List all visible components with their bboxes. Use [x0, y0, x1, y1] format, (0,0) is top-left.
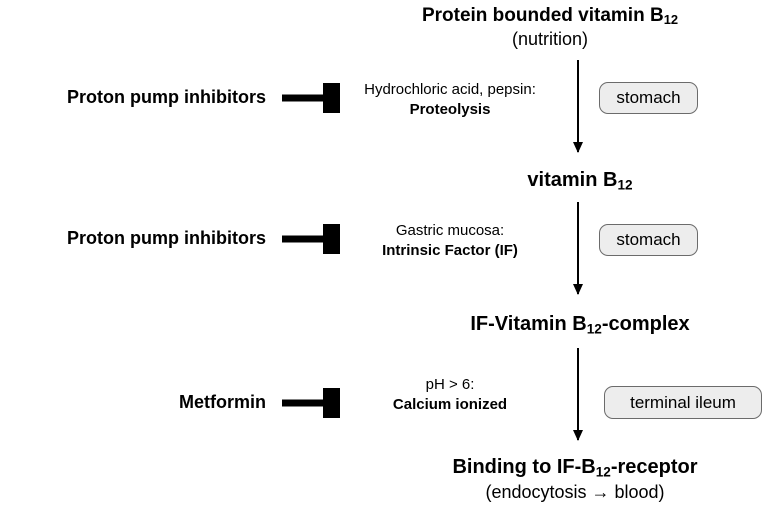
inhibitor-ppi-2-stem — [282, 236, 327, 243]
step-calcium-line1: pH > 6: — [425, 376, 475, 393]
inhibitor-ppi-1-label: Proton pump inhibitors — [67, 87, 266, 107]
compartment-terminal-ileum: terminal ileum — [604, 386, 762, 419]
node-vitamin-b12 — [430, 168, 730, 194]
arrow-proteolysis — [577, 60, 579, 152]
node-binding-if-b12-receptor-label: Binding to $IF-B_{12}$-receptor — [452, 456, 698, 480]
inhibitor-metformin-label: Metformin — [179, 392, 266, 412]
step-proteolysis-line2: Proteolysis — [409, 100, 491, 118]
inhibitor-ppi-1-bar — [323, 83, 340, 113]
compartment-stomach-2: stomach — [599, 224, 698, 256]
inhibitor-metformin-connector — [282, 388, 340, 418]
inhibitor-ppi-1-stem — [282, 95, 327, 102]
node-binding-if-b12-receptor — [380, 455, 768, 504]
arrow-intrinsic-factor — [577, 202, 579, 294]
inhibitor-ppi-2-connector — [282, 224, 340, 254]
inhibitor-ppi-1-connector — [282, 83, 340, 113]
arrow-calcium — [577, 348, 579, 440]
node-if-vitamin-b12-complex — [400, 312, 760, 338]
node-binding-if-b12-receptor-sublabel: (endocytosis → blood) — [485, 482, 665, 503]
node-protein-bound-b12-label: Protein bounded vitamin $B_{12}$ — [421, 5, 679, 28]
step-proteolysis — [345, 80, 555, 119]
node-protein-bound-b12 — [360, 4, 740, 51]
inhibitor-ppi-2-bar — [323, 224, 340, 254]
step-calcium — [345, 375, 555, 414]
inhibitor-metformin-stem — [282, 400, 327, 407]
step-intrinsic-factor — [345, 221, 555, 260]
step-proteolysis-line1: Hydrochloric acid, pepsin: — [364, 81, 536, 98]
step-intrinsic-factor-line2: Intrinsic Factor (IF) — [382, 241, 518, 259]
inhibitor-ppi-2-label: Proton pump inhibitors — [67, 228, 266, 248]
inhibitor-metformin-bar — [323, 388, 340, 418]
node-vitamin-b12-label: vitamin $B_{12}$ — [527, 169, 633, 193]
step-intrinsic-factor-line1: Gastric mucosa: — [395, 222, 505, 239]
node-if-vitamin-b12-complex-label: IF-Vitamin $B_{12}$-complex — [470, 313, 690, 337]
step-calcium-line2: Calcium ionized — [392, 395, 508, 413]
node-protein-bound-b12-sublabel: (nutrition) — [511, 29, 589, 50]
compartment-stomach-1: stomach — [599, 82, 698, 114]
